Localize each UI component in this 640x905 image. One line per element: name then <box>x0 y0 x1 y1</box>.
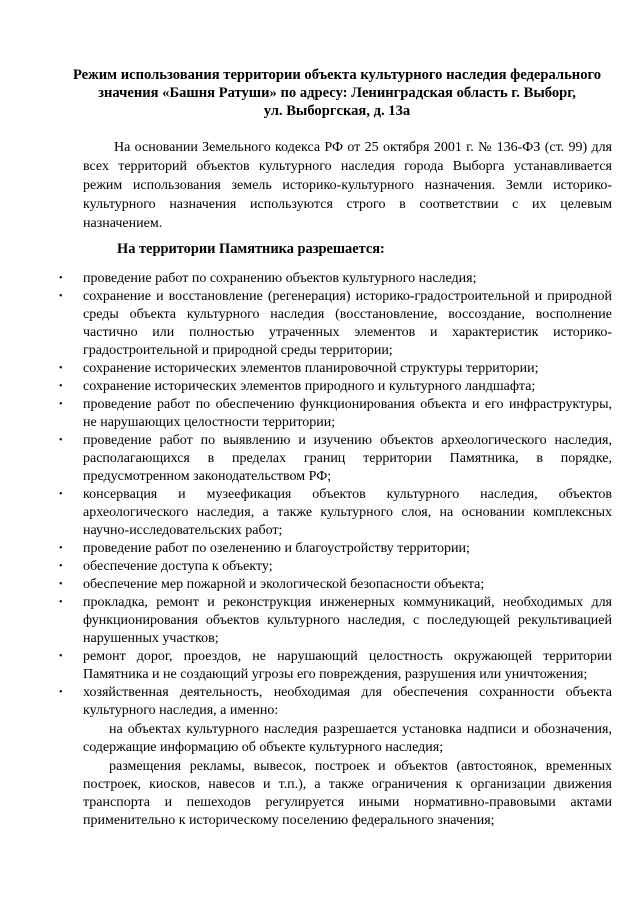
list-item <box>59 558 612 576</box>
list-item <box>59 684 612 830</box>
list-item-text: проведение работ по сохранению объектов культурного наследия; <box>83 271 477 286</box>
bullet-icon: • <box>59 399 63 410</box>
list-item-text: прокладка, ремонт и реконструкция инженерных коммуникаций, необходимых для функционирования объектов культурного наследия, с последующей рекультивацией нарушенных участков; <box>83 595 612 646</box>
section-heading: На территории Памятника разрешается: <box>117 241 385 257</box>
title-line-1: Режим использования территории объекта культурного наследия федерального <box>72 67 602 83</box>
bullet-icon: • <box>59 597 63 608</box>
list-item <box>59 396 612 432</box>
bullet-icon: • <box>59 561 63 572</box>
bullet-icon: • <box>59 651 63 662</box>
list-item-text: сохранение и восстановление (регенерация) историко-градостроительной и природной среды объекта культурного наследия (восстановление, воссоздание, восполнение частично или полностью утраченных элементов и характеристик историко-градостроительной и природной среды территории; <box>83 289 612 358</box>
list-item-text: хозяйственная деятельность, необходимая для обеспечения сохранности объекта культурного наследия, а именно: <box>83 685 612 718</box>
list-item-text: обеспечение мер пожарной и экологической безопасности объекта; <box>83 577 485 592</box>
title-line-3: ул. Выборгская, д. 13а <box>263 103 411 119</box>
list-item <box>59 378 612 396</box>
list-item <box>59 540 612 558</box>
bullet-icon: • <box>59 435 63 446</box>
list-item-text: проведение работ по озеленению и благоустройству территории; <box>83 541 470 556</box>
list-item-text: проведение работ по выявлению и изучению объектов археологического наследия, располагающихся в пределах границ территории Памятника, в порядке, предусмотренном законодательством РФ; <box>83 433 612 484</box>
list-item <box>59 576 612 594</box>
bullet-icon: • <box>59 291 63 302</box>
list-item <box>59 360 612 378</box>
list-item <box>59 432 612 486</box>
bullet-icon: • <box>59 579 63 590</box>
sub-paragraph: размещения рекламы, вывесок, построек и объектов (автостоянок, временных построек, киосков, навесов и т.п.), а также ограничения к организации движения транспорта и пешеходов регулируется иными нормативно-правовыми актами применительно к историческому поселению федерального значения; <box>83 759 612 828</box>
bullet-icon: • <box>59 363 63 374</box>
intro-paragraph: На основании Земельного кодекса РФ от 25 октября 2001 г. № 136-ФЗ (ст. 99) для всех территорий объектов культурного наследия города Выборга устанавливается режим использования земель историко-культурного назначения. Земли историко-культурного назначения используются строго в соответствии с их целевым назначением. <box>83 140 612 231</box>
sub-paragraph: на объектах культурного наследия разрешается установка надписи и обозначения, содержащие информацию об объекте культурного наследия; <box>83 722 612 755</box>
list-item-text: обеспечение доступа к объекту; <box>83 559 273 574</box>
list-item <box>59 288 612 360</box>
bullet-icon: • <box>59 273 63 284</box>
list-item-text: проведение работ по обеспечению функционирования объекта и его инфраструктуры, не нарушающих целостности территории; <box>83 397 612 430</box>
list-item-text: сохранение исторических элементов планировочной структуры территории; <box>83 361 539 376</box>
bullet-icon: • <box>59 543 63 554</box>
bullet-icon: • <box>59 489 63 500</box>
bullet-icon: • <box>59 381 63 392</box>
list-item <box>59 594 612 648</box>
title-line-2: значения «Башня Ратуши» по адресу: Ленинградская область г. Выборг, <box>98 85 576 101</box>
list-item-text: ремонт дорог, проездов, не нарушающий целостность окружающей территории Памятника и не создающий угрозы его повреждения, разрушения или уничтожения; <box>83 649 612 682</box>
permitted-list <box>59 270 612 830</box>
list-item <box>59 270 612 288</box>
list-item-text: сохранение исторических элементов природного и культурного ландшафта; <box>83 379 536 394</box>
list-item <box>59 486 612 540</box>
list-item <box>59 648 612 684</box>
document-title <box>52 66 622 120</box>
bullet-icon: • <box>59 687 63 698</box>
list-item-text: консервация и музеефикация объектов культурного наследия, объектов археологического наследия, а также культурного слоя, на основании комплексных научно-исследовательских работ; <box>83 487 612 538</box>
